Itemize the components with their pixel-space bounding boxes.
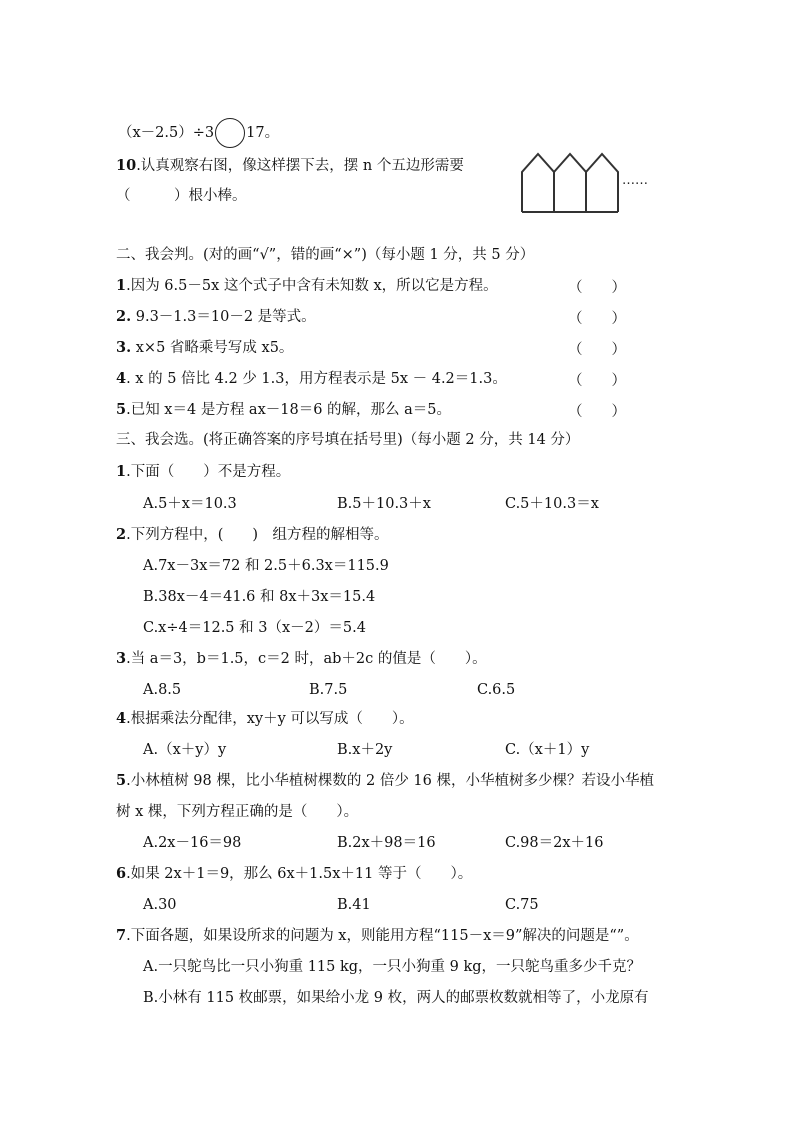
question-number: 1 — [116, 463, 127, 480]
question-number: 6 — [116, 865, 127, 882]
choice-q5-stem2: 树 x 棵，下列方程正确的是（ ）。 — [116, 804, 359, 820]
q4-option-b[interactable]: B.x＋2y — [337, 742, 393, 758]
q1-option-a[interactable]: A.5＋x＝10.3 — [143, 496, 237, 512]
q9-value: 17。 — [246, 125, 280, 141]
answer-paren-4[interactable]: （ ） — [568, 373, 626, 389]
question-number: 10 — [116, 157, 137, 174]
q7-option-a[interactable]: A.一只鸵鸟比一只小狗重 115 kg，一只小狗重 9 kg，一只鸵鸟重多少千克？ — [143, 959, 642, 975]
choice-q2-stem — [116, 525, 389, 545]
choice-q3-stem — [116, 649, 487, 669]
answer-circle[interactable] — [215, 118, 245, 148]
question-number: 5 — [116, 772, 127, 789]
choice-q4-stem — [116, 709, 414, 729]
q9-tail — [118, 118, 279, 148]
q9-expression: （x－2.5）÷3 — [118, 125, 215, 141]
question-text: .因为 6.5－5x 这个式子中含有未知数 x，所以它是方程。 — [126, 278, 498, 294]
answer-paren-3[interactable]: （ ） — [568, 342, 626, 358]
judge-item-4 — [116, 369, 507, 389]
question-number: 2 — [116, 526, 127, 543]
question-text: x×5 省略乘号写成 x5。 — [131, 340, 294, 356]
q4-option-a[interactable]: A.（x＋y）y — [143, 742, 227, 758]
q2-option-b[interactable]: B.38x－4＝41.6 和 8x＋3x＝15.4 — [143, 589, 376, 605]
q5-option-b[interactable]: B.2x＋98＝16 — [337, 835, 436, 851]
question-number: 3. — [116, 339, 132, 356]
question-text: .当 a＝3，b＝1.5，c＝2 时，ab＋2c 的值是（ ）。 — [126, 651, 487, 667]
question-number: 1 — [116, 277, 127, 294]
question-text: .认真观察右图，像这样摆下去，摆 n 个五边形需要 — [136, 158, 464, 174]
q7-option-b[interactable]: B.小林有 115 枚邮票，如果给小龙 9 枚，两人的邮票枚数就相等了，小龙原有 — [143, 990, 649, 1006]
answer-paren-5[interactable]: （ ） — [568, 404, 626, 420]
question-number: 4 — [116, 370, 127, 387]
choice-q6-stem — [116, 864, 472, 884]
question-number: 3 — [116, 650, 127, 667]
q3-option-a[interactable]: A.8.5 — [143, 682, 182, 698]
judge-item-3 — [116, 338, 293, 358]
judge-item-2 — [116, 307, 316, 327]
choice-q5-stem — [116, 771, 654, 791]
question-text: .如果 2x＋1＝9，那么 6x＋1.5x＋11 等于（ ）。 — [126, 866, 473, 882]
question-text: .根据乘法分配律，xy＋y 可以写成（ ）。 — [126, 711, 414, 727]
question-text: .下列方程中，( ) 组方程的解相等。 — [126, 527, 389, 543]
q5-option-c[interactable]: C.98＝2x＋16 — [505, 835, 604, 851]
q2-option-c[interactable]: C.x÷4＝12.5 和 3（x－2）＝5.4 — [143, 620, 366, 636]
section2-title: 二、我会判。(对的画“√”，错的画“×”)（每小题 1 分，共 5 分） — [116, 247, 535, 263]
judge-item-1 — [116, 276, 498, 296]
q3-option-b[interactable]: B.7.5 — [309, 682, 348, 698]
question-number: 2. — [116, 308, 132, 325]
q10-line1 — [116, 156, 464, 176]
question-text: .下面各题，如果设所求的问题为 x，则能用方程“115－x＝9”解决的问题是“”。 — [126, 928, 639, 944]
judge-item-5 — [116, 400, 451, 420]
question-text: .下面（ ）不是方程。 — [126, 464, 291, 480]
question-text: .已知 x＝4 是方程 ax－18＝6 的解，那么 a＝5。 — [126, 402, 452, 418]
section3-title: 三、我会选。(将正确答案的序号填在括号里)（每小题 2 分，共 14 分） — [116, 432, 580, 448]
ellipsis: …… — [622, 173, 648, 188]
question-number: 4 — [116, 710, 127, 727]
q1-option-b[interactable]: B.5＋10.3＋x — [337, 496, 431, 512]
q2-option-a[interactable]: A.7x－3x＝72 和 2.5＋6.3x＝115.9 — [143, 558, 389, 574]
q5-option-a[interactable]: A.2x－16＝98 — [143, 835, 242, 851]
answer-paren-1[interactable]: （ ） — [568, 280, 626, 296]
question-number: 5 — [116, 401, 127, 418]
answer-paren-2[interactable]: （ ） — [568, 311, 626, 327]
question-text: . x 的 5 倍比 4.2 少 1.3，用方程表示是 5x － 4.2＝1.3。 — [126, 371, 507, 387]
q6-option-b[interactable]: B.41 — [337, 897, 371, 913]
pentagon-sticks-figure — [518, 150, 658, 216]
question-text: 9.3－1.3＝10－2 是等式。 — [131, 309, 316, 325]
choice-q1-stem — [116, 462, 290, 482]
question-number: 7 — [116, 927, 127, 944]
q6-option-a[interactable]: A.30 — [143, 897, 177, 913]
q10-line2: （ ）根小棒。 — [116, 188, 247, 204]
q4-option-c[interactable]: C.（x＋1）y — [505, 742, 590, 758]
q3-option-c[interactable]: C.6.5 — [477, 682, 516, 698]
choice-q7-stem — [116, 926, 639, 946]
q1-option-c[interactable]: C.5＋10.3＝x — [505, 496, 599, 512]
q6-option-c[interactable]: C.75 — [505, 897, 539, 913]
question-text: .小林植树 98 棵，比小华植树棵数的 2 倍少 16 棵，小华植树多少棵？若设小华植 — [126, 773, 654, 789]
